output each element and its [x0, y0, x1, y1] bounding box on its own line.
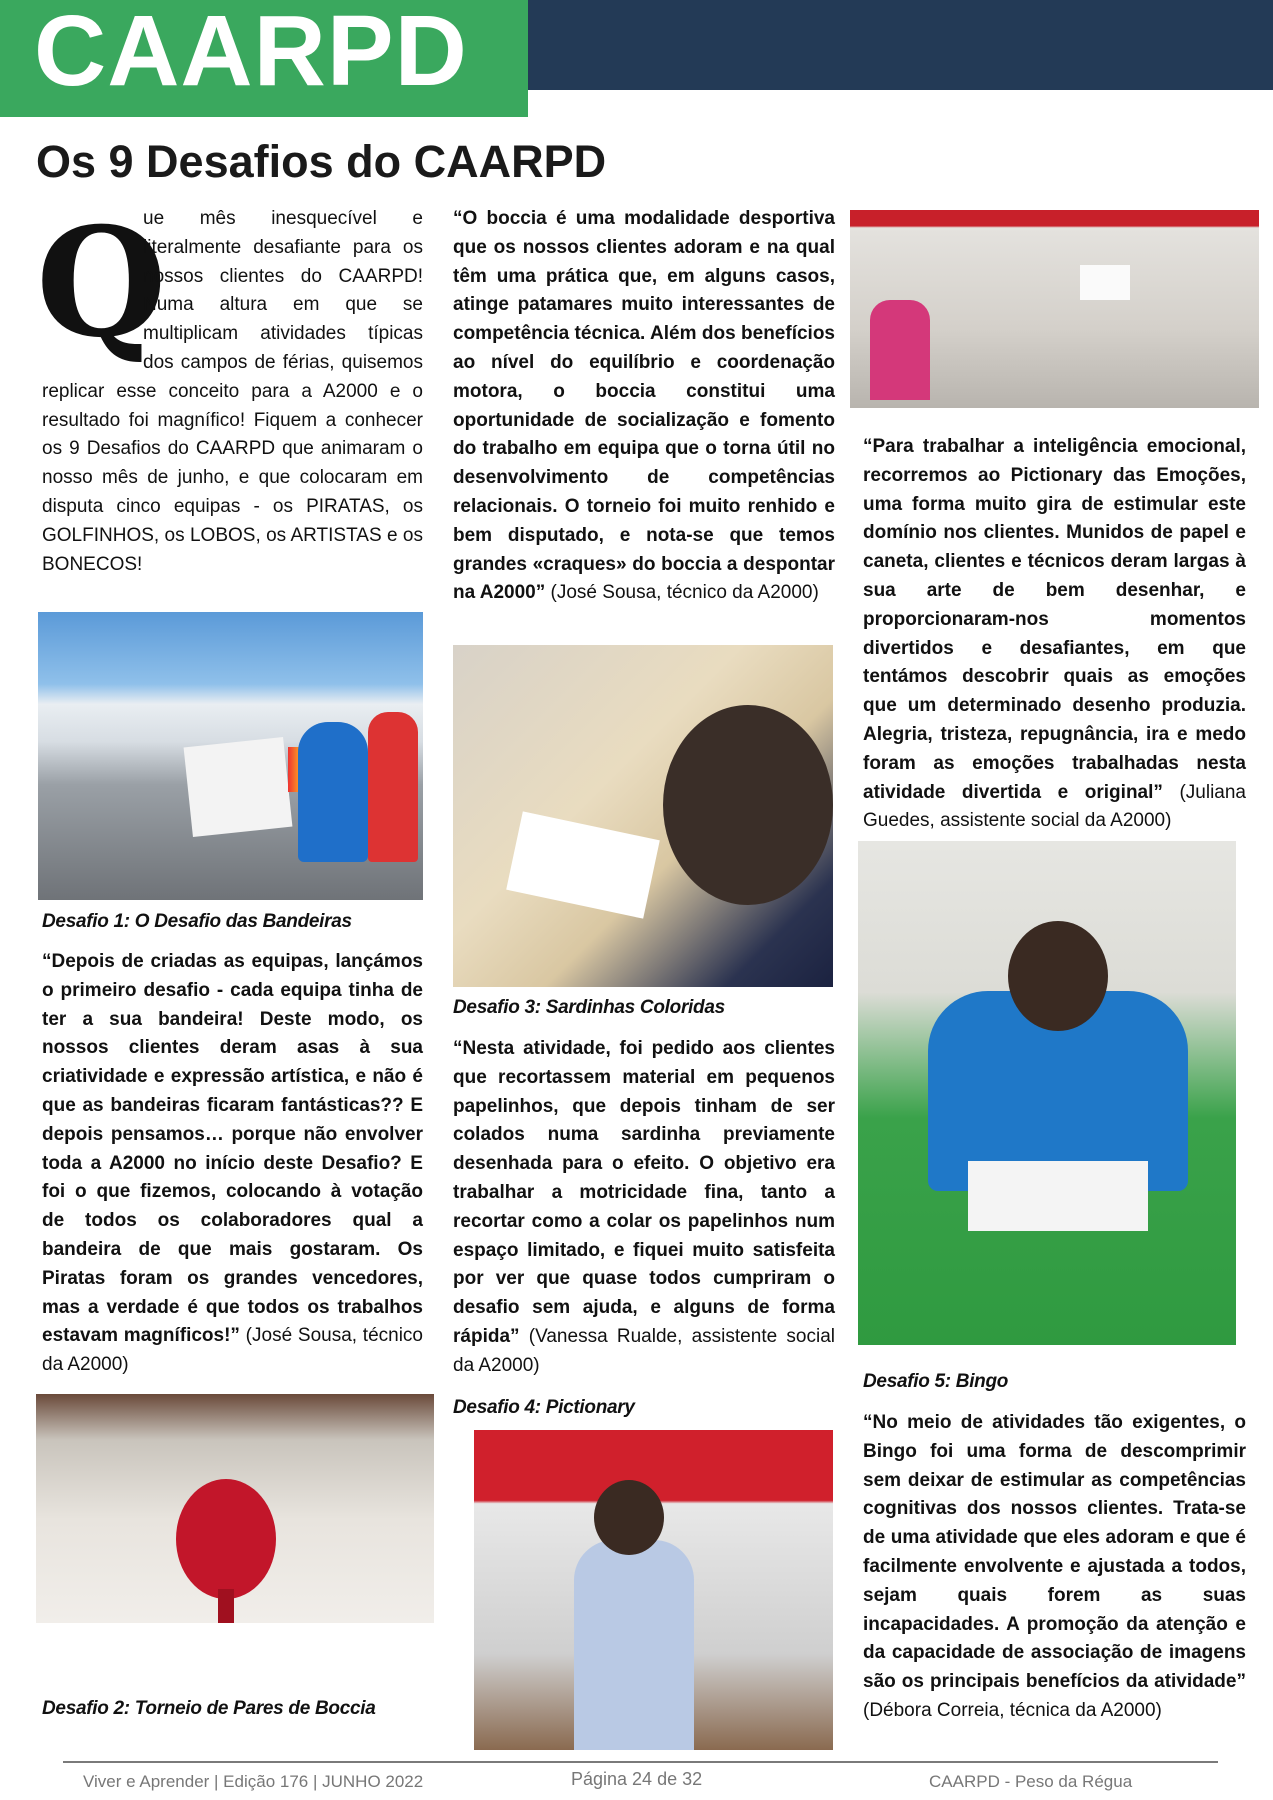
quote-text: “O boccia é uma modalidade desportiva que os nossos clientes adoram e na qual têm uma prática que, em alguns casos, atinge patamares muito interessantes de competência técnica. Além dos benefícios ao nível do equilíbrio e coordenação motora, o boccia constitui uma oportunidade de socialização e fomento do trabalho em equipa que o torna útil no desenvolvimento de competências relacionais. O torneio foi muito renhido e bem disputado, e nota-se que temos grandes «craques» do boccia a despontar na A2000” [453, 208, 835, 604]
quote-attribution: (José Sousa, técnico da A2000) [42, 1325, 423, 1376]
quote-desafio-3 [453, 1035, 835, 1381]
quote-attribution: (Vanessa Rualde, assistente social da A2000) [453, 1325, 835, 1376]
quote-desafio-4 [863, 433, 1246, 836]
header-navy-band [528, 0, 1273, 90]
caption-desafio-3: Desafio 3: Sardinhas Coloridas [453, 997, 725, 1018]
drop-cap: Q [36, 195, 167, 371]
caption-desafio-4: Desafio 4: Pictionary [453, 1397, 635, 1418]
photo-desafio-pictionary [474, 1430, 833, 1750]
caption-desafio-1: Desafio 1: O Desafio das Bandeiras [42, 911, 352, 932]
footer-divider [63, 1761, 1218, 1763]
quote-attribution: (Juliana Guedes, assistente social da A2000) [863, 781, 1246, 832]
footer-section: CAARPD - Peso da Régua [929, 1772, 1133, 1791]
page-title: Os 9 Desafios do CAARPD [36, 136, 607, 187]
quote-desafio-1 [42, 948, 423, 1380]
photo-desafio-bingo [858, 841, 1236, 1345]
photo-desafio-bandeiras [38, 612, 423, 900]
intro-paragraph [36, 195, 423, 579]
quote-attribution: (Débora Correia, técnica da A2000) [863, 1699, 1162, 1721]
quote-text: “No meio de atividades tão exigentes, o Bingo foi uma forma de descomprimir sem deixar de estimular as competências cognitivas dos nossos clientes. Trata-se de uma atividade que eles adoram e que é facilmente envolvente e ajustada a todos, sejam quais forem as suas incapacidades. A promoção da atenção e da capacidade de associação de imagens são os principais benefícios da atividade” [863, 1412, 1246, 1693]
quote-desafio-5 [863, 1409, 1246, 1726]
section-logo: CAARPD [34, 0, 468, 107]
quote-text: “Nesta atividade, foi pedido aos clientes que recortassem material em pequenos papelinhos, que depois tinham de ser colados numa sardinha previamente desenhada para o efeito. O objetivo era trabalhar a motricidade fina, tanto a recortar como a colar os papelinhos num espaço limitado, e fiquei muito satisfeita por ver que quase todos cumpriram o desafio sem ajuda, e alguns de forma rápida” [453, 1038, 835, 1347]
caption-desafio-5: Desafio 5: Bingo [863, 1371, 1009, 1392]
intro-text: ue mês inesquecível e literalmente desafiante para os nossos clientes do CAARPD! Numa altura em que se multiplicam atividades típicas dos campos de férias, quisemos replicar esse conceito para a A2000 e o resultado foi magnífico! Fiquem a conhecer os 9 Desafios do CAARPD que animaram o nosso mês de junho, e que colocaram em disputa cinco equipas - os PIRATAS, os GOLFINHOS, os LOBOS, os ARTISTAS e os BONECOS! [42, 208, 423, 575]
photo-desafio-boccia [36, 1394, 434, 1623]
footer-page-number: Página 24 de 32 [571, 1769, 703, 1789]
photo-desafio-sardinhas [453, 645, 833, 987]
quote-text: “Depois de criadas as equipas, lançámos o primeiro desafio - cada equipa tinha de ter a sua bandeira! Deste modo, os nossos clientes deram asas à sua criatividade e expressão artística, e não é que as bandeiras ficaram fantásticas?? E depois pensamos… porque não envolver toda a A2000 no início deste Desafio? E foi o que fizemos, colocando à votação de todos os colaboradores qual a bandeira de que mais gostaram. Os Piratas foram os grandes vencedores, mas a verdade é que todos os trabalhos estavam magníficos!” [42, 951, 423, 1347]
quote-text: “Para trabalhar a inteligência emocional, recorremos ao Pictionary das Emoções, uma forma muito gira de estimular este domínio nos clientes. Munidos de papel e caneta, clientes e técnicos deram largas à sua arte de bem desenhar, e proporcionaram-nos momentos divertidos e desafiantes, em que tentámos descobrir quais as emoções que um determinado desenho produzia. Alegria, tristeza, repugnância, ira e medo foram as emoções trabalhadas nesta atividade divertida e original” [863, 436, 1246, 803]
footer-edition: Viver e Aprender | Edição 176 | JUNHO 2022 [83, 1772, 424, 1791]
photo-desafio-pictionary-room [850, 210, 1259, 408]
caption-desafio-2: Desafio 2: Torneio de Pares de Boccia [42, 1698, 376, 1719]
quote-attribution: (José Sousa, técnico da A2000) [545, 582, 819, 604]
quote-boccia [453, 205, 835, 608]
